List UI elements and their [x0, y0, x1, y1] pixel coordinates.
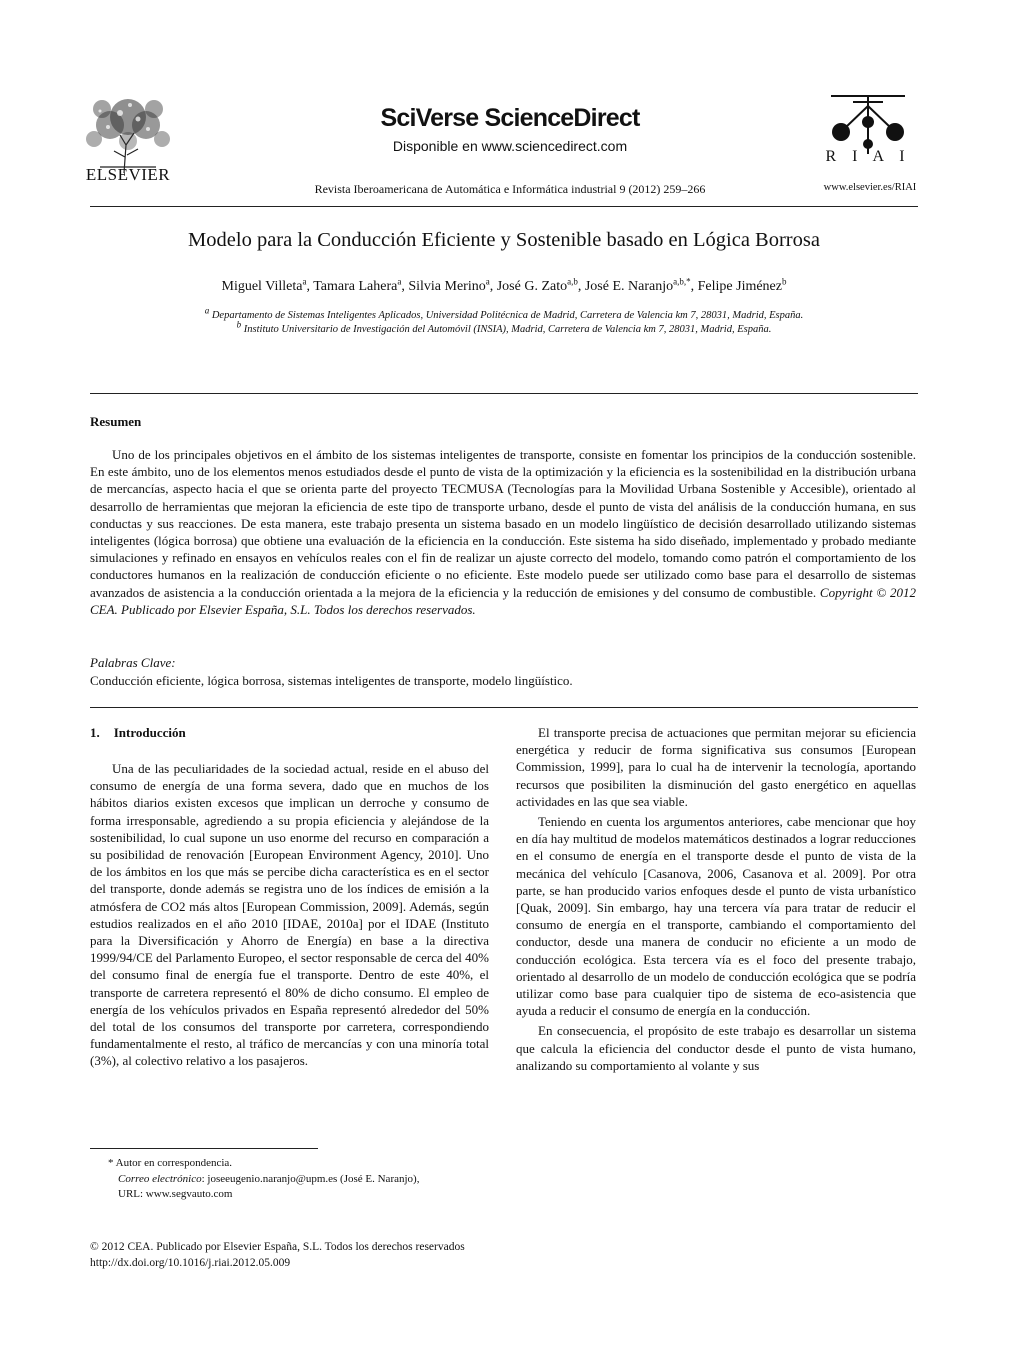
author-affiliation-mark: b — [782, 276, 787, 287]
keywords-heading: Palabras Clave: — [90, 655, 176, 670]
affiliation-a — [90, 305, 918, 321]
author-affiliation-mark: a,b,* — [673, 276, 691, 287]
author-affiliation-mark: a — [302, 276, 307, 287]
abstract-copyright: Copyright © 2012 CEA. Publicado por Elsevier España, S.L. Todos los derechos reservados. — [90, 584, 917, 617]
right-column — [516, 724, 916, 1077]
affiliation-text: Departamento de Sistemas Inteligentes Aplicados, Universidad Politécnica de Madrid, Carretera de Valencia km 7, 28031, Madrid, España. — [211, 310, 804, 321]
email-link[interactable]: : joseeugenio.naranjo@upm.es (José E. Naranjo), — [201, 1172, 420, 1185]
affiliation-mark: b — [236, 319, 242, 330]
sciverse-sciencedirect-wordmark: SciVerse ScienceDirect — [380, 104, 640, 132]
author-affiliation-mark: a — [397, 276, 402, 287]
author-list — [90, 276, 918, 295]
author-name: Tamara Lahera — [313, 279, 398, 294]
abstract-text: Uno de los principales objetivos en el ámbito de los sistemas inteligentes de transporte, consiste en fomentar los principios de la conducción sostenible. En este ámbito, uno de los elementos menos estudiados desde el punto de vista de la optimización y la eficiencia es la sostenibilidad en la distribución urbana de mercancías, aspecto hacia el que se orienta parte del proyecto TECMUSA (Tecnologías para la Movilidad Urbana Sostenible y Accesible), orientado al desarrollo de herramientas que mejoran la eficiencia de este tipo de transporte urbano, desde el punto de vista del análisis de la conducción humana, en sus conductas y sus reacciones. De esta manera, este trabajo presenta un sistema basado en un modelo lingüístico de decisión desarrollado utilizando sistemas inteligentes (lógica borrosa) que obtiene una evaluación de la eficiencia en la conducción. Este sistema ha sido diseñado, implementado y probado mediante simulaciones y refinado en ensayos en vehículos reales con el fin de realizar un ajuste correcto del modelo, tomando como patrón el comportamiento de los conductores humanos en la realización de conducción eficiente o no eficiente. Este modelo puede ser utilizado como base para el desarrollo de sistemas avanzados de asistencia a la conducción orientada a la mejora de la eficiencia y la reducción de emisiones y del consumo de combustible. — [90, 447, 916, 600]
body-paragraph: Una de las peculiaridades de la sociedad actual, reside en el abuso del consumo de energía de una forma severa, dado que en muchos de los hábitos diarios existen excesos que implican un derroche y consumo de forma irresponsable, agrediendo a su propia eficiencia y alejándose de la sostenibilidad, lo cual supone un uso enorme del recurso en comparación a su posibilidad de renovación [European Environment Agency, 2010]. Uno de los ámbitos en los que más se percibe dicha característica es en el sector del transporte, donde además se registra uno de los índices de emisión a la atmósfera de CO2 más altos [European Commission, 2009]. Además, según estudios realizados en el año 2010 [IDAE, 2010a] por el IDAE (Instituto para la Diversificación y Ahorro de Energía) en base a la directiva 1999/94/CE del Parlamento Europeo, el sector responsable de cerca del 40% del consumo final de energía fue el transporte. Dentro de este 40%, el transporte de carretera representó el 80% de dicho consumo. El empleo de energía de los vehículos privados en España representó alrededor del 50% del total de los consumos del transporte por carretera, correspondiendo fundamentalmente el resto, al tráfico de mercancías y con una minoría total (3%), al colectivo relativo a los pasajeros. — [90, 761, 489, 1069]
riai-url-link[interactable]: www.elsevier.es/RIAI — [823, 182, 917, 193]
doi-link[interactable]: http://dx.doi.org/10.1016/j.riai.2012.05.009 — [90, 1256, 291, 1269]
section-number: 1. — [90, 725, 100, 740]
affiliation-text: Instituto Universitario de Investigación del Automóvil (INSIA), Madrid, Carretera de Valencia km 7, 28031, Madrid, España. — [243, 324, 772, 335]
footnote-mark: * — [108, 1157, 114, 1169]
author-separator: , — [306, 279, 314, 294]
author-name: Miguel Villeta — [221, 279, 303, 294]
keywords-list: Conducción eficiente, lógica borrosa, sistemas inteligentes de transporte, modelo lingüístico. — [90, 673, 573, 688]
author-separator: , — [489, 279, 497, 294]
author-affiliation-mark: a — [485, 276, 490, 287]
author-separator: , — [401, 279, 409, 294]
elsevier-wordmark: ELSEVIER — [85, 165, 171, 184]
author-name: José E. Naranjo — [584, 279, 674, 294]
footnote — [108, 1156, 419, 1203]
author-name: José G. Zato — [496, 279, 568, 294]
email-label: Correo electrónico — [118, 1172, 202, 1185]
abstract-top-rule — [90, 393, 918, 394]
author-name: Felipe Jiménez — [697, 279, 782, 294]
availability-line[interactable]: Disponible en www.sciencedirect.com — [392, 138, 628, 154]
footnote-text: Autor en correspondencia. — [115, 1157, 233, 1169]
footnote-rule — [90, 1148, 318, 1149]
url-link[interactable]: URL: www.segvauto.com — [118, 1188, 233, 1200]
copyright-footer — [90, 1240, 465, 1271]
affiliation-b — [90, 319, 918, 335]
author-separator: , — [577, 279, 585, 294]
left-column — [90, 760, 489, 1073]
author-name: Silvia Merino — [408, 279, 486, 294]
body-paragraph: Teniendo en cuenta los argumentos anteriores, cabe mencionar que hoy en día hay multitud de modelos matemáticos destinados a lograr reducciones en el consumo de energía en el transporte desde el punto de vista de la mecánica del vehículo [Casanova, 2006, Casanova et al. 2009]. Por otra parte, se han producido varios enfoques desde el punto de vista urbanístico [Quak, 2009]. Sin embargo, hay una tercera vía para tratar de reducir el consumo de energía en el transporte, cambiando el comportamiento del conductor, desde una manera de conducir no eficiente a un modo de conducción ecológica. Esta tercera vía es el foco del presente trabajo, orientado al desarrollo de un modelo de conducción ecológica que se podría utilizar como base para cualquier tipo de sistema de eco-asistencia que ayuda a reducir el consumo de energía en la conducción. — [516, 814, 916, 1019]
header-rule — [90, 206, 918, 207]
author-separator: , — [690, 279, 698, 294]
abstract-heading: Resumen — [90, 414, 142, 429]
section-heading — [90, 725, 186, 741]
body-paragraph: El transporte precisa de actuaciones que permitan mejorar su eficiencia energética y reducir de forma significativa sus consumos [European Commission, 1999], para lo cual ha de intervenir la tecnología, aportando recursos que posibiliten la disminución del gasto energético en aquellas actividades en las que sea viable. — [516, 725, 916, 809]
riai-wordmark: R I A I — [825, 148, 911, 165]
body-paragraph: En consecuencia, el propósito de este trabajo es desarrollar un sistema que calcula la eficiencia del conductor desde el punto de vista humano, analizando su comportamiento al volante y sus — [516, 1023, 916, 1073]
abstract-bottom-rule — [90, 707, 918, 708]
journal-reference: Revista Iberoamericana de Automática e Informática industrial 9 (2012) 259–266 — [314, 182, 706, 196]
author-affiliation-mark: a,b — [567, 276, 578, 287]
section-title: Introducción — [113, 725, 186, 740]
copyright-line: © 2012 CEA. Publicado por Elsevier España, S.L. Todos los derechos reservados — [90, 1241, 465, 1253]
paper-title: Modelo para la Conducción Eficiente y Sostenible basado en Lógica Borrosa — [188, 229, 820, 251]
affiliation-mark: a — [204, 305, 210, 316]
abstract-body — [90, 446, 916, 618]
